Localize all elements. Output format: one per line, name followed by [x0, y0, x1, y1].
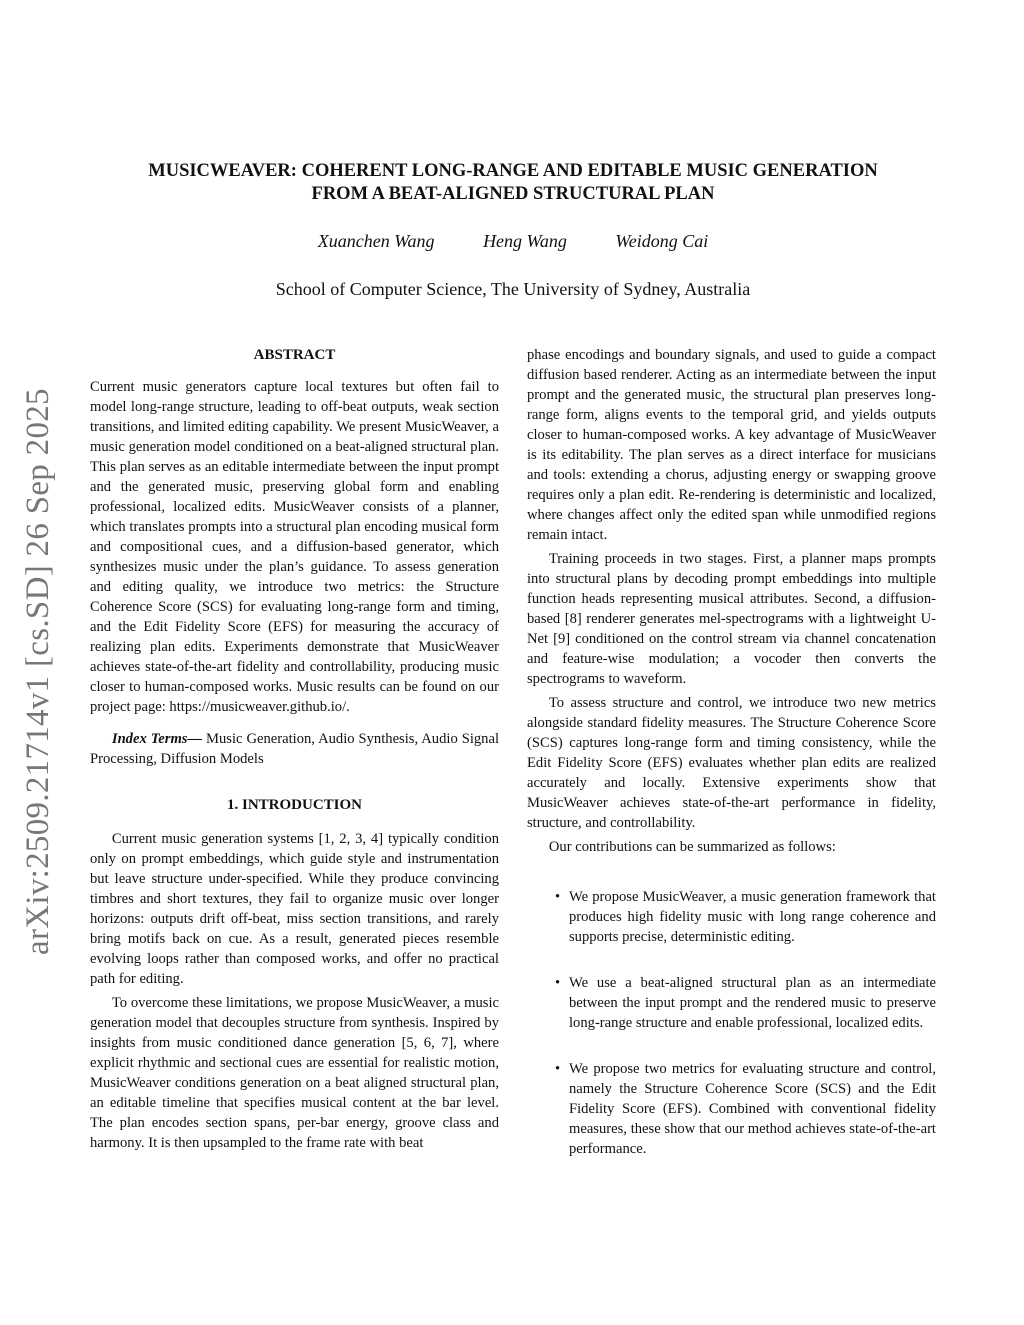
intro-paragraph-2: To overcome these limitations, we propose MusicWeaver, a music generation model that decouples structure from synthesis. Inspired by insights from music conditioned dance generation [5, 6, 7], where explicit rhythmic and sectional cues are essential for realistic motion, MusicWeaver conditions generation on a beat aligned structural plan, an editable timeline that specifies musical content at the bar level. The plan encodes section spans, per-bar energy, groove class and harmony. It is then upsampled to the frame rate with beat — [90, 995, 499, 1151]
author-2: Heng Wang — [483, 231, 567, 251]
abstract-text: Current music generators capture local textures but often fail to model long-range structure, leading to off-beat outputs, weak section transitions, and limited editing capability. We present MusicWeaver, a music generation model conditioned on a beat-aligned structural plan. This plan serves as an editable intermediate between the input prompt and the generated music, preserving global form and enabling professional, localized edits. MusicWeaver consists of a planner, which translates prompts into a structural plan encoding musical form and compositional cues, and a diffusion-based generator, which synthesizes music under the plan’s guidance. To assess generation and editing quality, we introduce two metrics: the Structure Coherence Score (SCS) for evaluating long-range form and timing, and the Edit Fidelity Score (EFS) for measuring the accuracy of realizing plan edits. Experiments demonstrate that MusicWeaver achieves state-of-the-art fidelity and controllability, producing music closer to human-composed works. Music results can be found on our project page: https://musicweaver.github.io/. — [90, 379, 499, 715]
introduction-heading: 1. INTRODUCTION — [226, 797, 362, 813]
index-terms-text: Music Generation, Audio Synthesis, Audio Signal Processing, Diffusion Models — [90, 731, 499, 767]
index-terms-label: Index Terms— — [111, 731, 203, 747]
intro-paragraph-1: Current music generation systems [1, 2, 3, 4] typically condition only on prompt embeddings, which guide style and instrumentation but leave structure under-specified. While they produce convincing timbres and short textures, they fail to organize music over longer horizons: outputs drift off-beat, miss section transitions, and rarely bring motifs back on cue. As a result, generated pieces resemble evolving loops rather than composed works, and offer no practical path for editing. — [90, 831, 499, 987]
paper-title — [90, 160, 936, 206]
intro-paragraph-4: To assess structure and control, we introduce two new metrics alongside standard fidelity measures. The Structure Coherence Score (SCS) captures long-range form and timing consistency, while the Edit Fidelity Score (EFS) evaluates whether plan edits are realized accurately and locally. Extensive experiments show that MusicWeaver achieves state-of-the-art performance in fidelity, structure, and controllability. — [527, 695, 936, 831]
index-terms — [90, 729, 499, 769]
list-item — [527, 887, 936, 947]
intro-paragraph-5: Our contributions can be summarized as follows: — [548, 839, 836, 855]
left-column — [90, 345, 499, 1153]
intro-paragraph-2-continued: phase encodings and boundary signals, and used to guide a compact diffusion based renderer. Acting as an intermediate between the input prompt and the generated music, the structural plan preserves long-range form, aligns events to the temporal grid, and yields outputs closer to human-composed works. A key advantage of MusicWeaver is its editability. The plan serves as a direct interface for musicians and tools: extending a chorus, adjusting energy or swapping groove requires only a plan edit. Re-rendering is deterministic and localized, where changes affect only the edited span while unmodified regions remain intact. — [527, 347, 936, 543]
title-line-1: MUSICWEAVER: COHERENT LONG-RANGE AND EDITABLE MUSIC GENERATION — [148, 161, 878, 181]
contributions-list — [527, 887, 936, 1159]
bullet-icon: • — [555, 889, 561, 905]
affiliation: School of Computer Science, The University of Sydney, Australia — [275, 279, 751, 299]
author-1: Xuanchen Wang — [317, 231, 435, 251]
intro-paragraph-3: Training proceeds in two stages. First, a planner maps prompts into structural plans by decoding prompt embeddings into multiple function heads representing musical attributes. Second, a diffusion-based [8] renderer generates mel-spectrograms with a lightweight U-Net [9] conditioned on the control stream via channel concatenation and feature-wise modulation; a vocoder then converts the spectrograms to waveform. — [527, 551, 936, 687]
list-item — [527, 973, 936, 1033]
list-item — [527, 1059, 936, 1159]
contribution-text: We propose two metrics for evaluating structure and control, namely the Structure Coherence Score (SCS) and the Edit Fidelity Score (EFS). Combined with conventional fidelity measures, these show that our method achieves state-of-the-art performance. — [569, 1061, 936, 1157]
author-list — [90, 231, 936, 252]
abstract-heading: ABSTRACT — [253, 347, 336, 363]
arxiv-identifier-stamp: arXiv:2509.21714v1 [cs.SD] 26 Sep 2025 — [20, 388, 56, 955]
contribution-text: We use a beat-aligned structural plan as an intermediate between the input prompt and the rendered music to preserve long-range structure and enable professional, localized edits. — [569, 975, 936, 1031]
bullet-icon: • — [555, 1061, 561, 1077]
contribution-text: We propose MusicWeaver, a music generation framework that produces high fidelity music with long range coherence and supports precise, deterministic editing. — [569, 889, 936, 945]
title-line-2: FROM A BEAT-ALIGNED STRUCTURAL PLAN — [311, 184, 715, 204]
author-3: Weidong Cai — [615, 231, 709, 251]
right-column — [527, 345, 936, 1185]
bullet-icon: • — [555, 975, 561, 991]
